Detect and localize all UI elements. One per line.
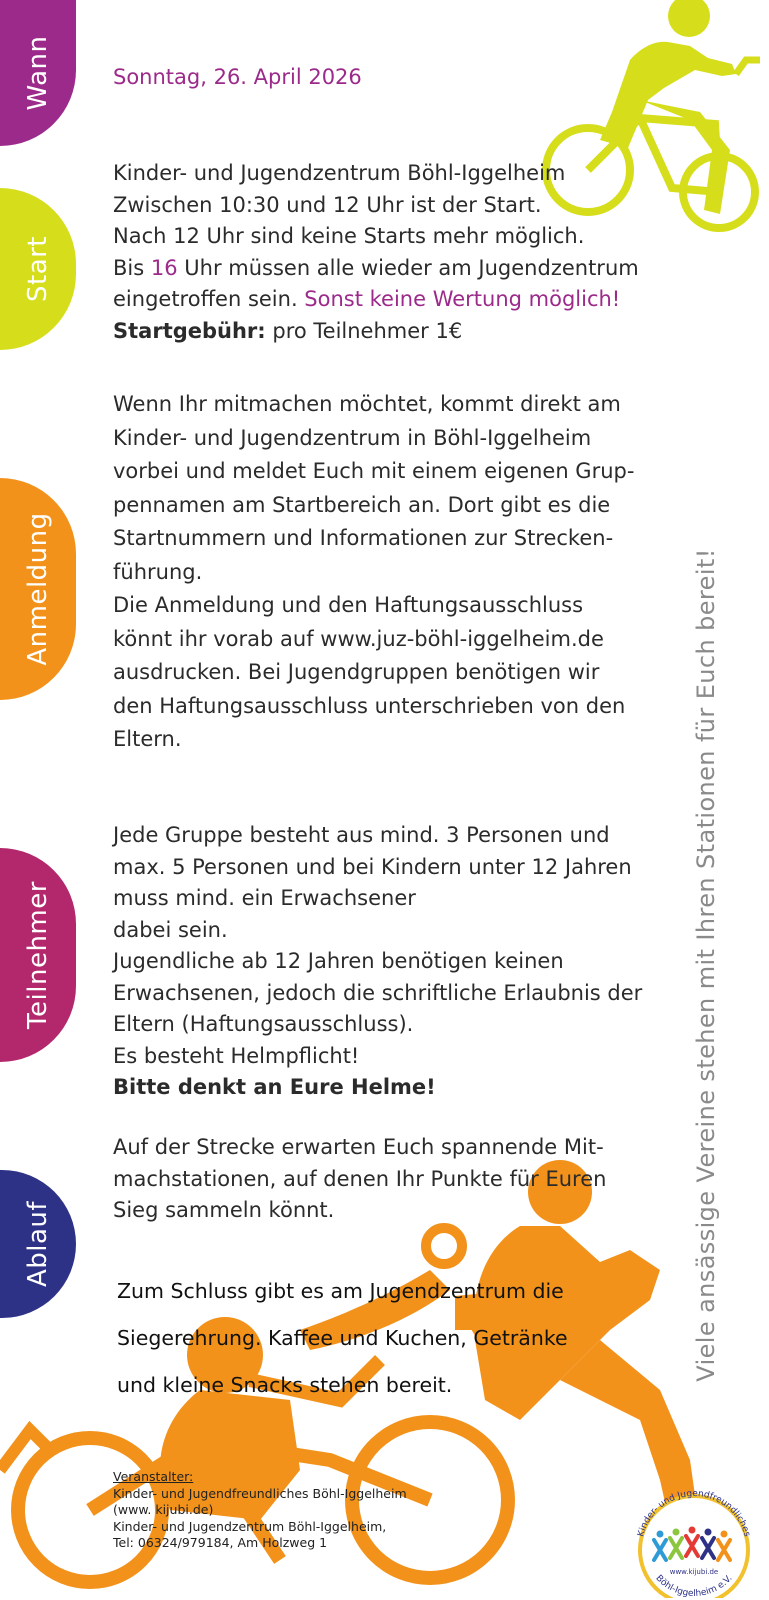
helmet-rule: Es besteht Helmpflicht! [113,1043,360,1068]
tab-start-label: Start [23,235,53,303]
teilnehmer-line: Jede Gruppe besteht aus mind. 3 Personen und [113,823,610,847]
anmeldung-line: Kinder- und Jugendzentrum in Böhl-Iggelheim [113,425,592,450]
anmeldung-line: führung. [113,559,203,584]
logo-url: www.kijubi.de [669,1568,719,1576]
organizer-footer [113,1469,407,1552]
teilnehmer-line: Eltern (Haftungsausschluss). [113,1012,414,1036]
anmeldung-line: pennamen am Startbereich an. Dort gibt es die [113,492,611,517]
kijubi-logo [624,1478,764,1598]
closing-line: und kleine Snacks stehen bereit. [117,1373,453,1397]
teilnehmer-line: Erwachsenen, jedoch die schriftliche Erlaubnis der [113,980,643,1005]
wann-section [113,62,673,94]
teilnehmer-line: max. 5 Personen und bei Kindern unter 12 Jahren [113,854,632,879]
ablauf-line: Auf der Strecke erwarten Euch spannende Mit- [113,1135,604,1159]
anmeldung-line: Startnummern und Informationen zur Strecken- [113,526,614,550]
organizer-website: (www. kijubi.de) [113,1502,214,1517]
start-fee-value: pro Teilnehmer 1€ [265,318,463,343]
organizer-contact: Tel: 06324/979184, Am Holzweg 1 [113,1535,328,1550]
organizer-line: Kinder- und Jugendfreundliches Böhl-Iggelheim [113,1485,407,1501]
teilnehmer-section [113,820,673,1104]
anmeldung-line: Eltern. [113,727,182,751]
closing-line: Siegerehrung. Kaffee und Kuchen, Getränke [117,1326,568,1350]
teilnehmer-line: Jugendliche ab 12 Jahren benötigen keinen [113,949,564,973]
event-date: Sonntag, 26. April 2026 [113,65,362,89]
ablauf-line: machstationen, auf denen Ihr Punkte für Euren [113,1166,607,1191]
ablauf-section [113,1132,673,1227]
anmeldung-line: Die Anmeldung und den Haftungsausschluss [113,593,584,617]
teilnehmer-line: dabei sein. [113,917,228,942]
return-note-line: eingetroffen sein. Sonst keine Wertung möglich! [113,287,621,311]
start-deadline: Nach 12 Uhr sind keine Starts mehr möglich. [113,224,585,248]
organizer-label: Veranstalter: [113,1469,194,1484]
return-hour: 16 [150,255,178,280]
tab-anmeldung-label: Anmeldung [23,512,53,666]
anmeldung-line: den Haftungsausschluss unterschrieben von den [113,693,626,718]
anmeldung-section [113,388,673,757]
tab-teilnehmer-label: Teilnehmer [23,881,53,1029]
teilnehmer-line: muss mind. ein Erwachsener [113,886,416,910]
anmeldung-line: Wenn Ihr mitmachen möchtet, kommt direkt am [113,392,621,416]
start-location: Kinder- und Jugendzentrum Böhl-Iggelheim [113,161,566,185]
return-time-line: Bis 16 Uhr müssen alle wieder am Jugendzentrum [113,255,639,280]
logo-ring-top: Kinder- und Jugendfreundliches [636,1488,752,1538]
start-section [113,158,673,347]
organizer-line: Kinder- und Jugendzentrum Böhl-Iggelheim, [113,1518,387,1534]
start-time: Zwischen 10:30 und 12 Uhr ist der Start. [113,192,542,217]
ablauf-line: Sieg sammeln könnt. [113,1198,335,1222]
anmeldung-line: ausdrucken. Bei Jugendgruppen benötigen wir [113,660,600,684]
logo-ring-bottom: Böhl-Iggelheim e.V. [653,1573,735,1598]
start-fee-label: Startgebühr: [113,318,266,343]
anmeldung-website-line: könnt ihr vorab auf www.juz-böhl-iggelheim.de [113,626,604,651]
tab-wann-label: Wann [23,35,53,111]
no-rating-warning: Sonst keine Wertung möglich! [304,287,621,311]
start-fee-line [113,316,673,348]
tab-ablauf-label: Ablauf [23,1200,53,1288]
anmeldung-line: vorbei und meldet Euch mit einem eigenen Grup- [113,459,635,483]
closing-line: Zum Schluss gibt es am Jugendzentrum die [117,1279,564,1303]
helmet-reminder: Bitte denkt an Eure Helme! [113,1075,436,1099]
ablauf-closing [117,1268,677,1409]
vertical-note: Viele ansässige Vereine stehen mit Ihren Stationen für Euch bereit! [692,548,720,1382]
